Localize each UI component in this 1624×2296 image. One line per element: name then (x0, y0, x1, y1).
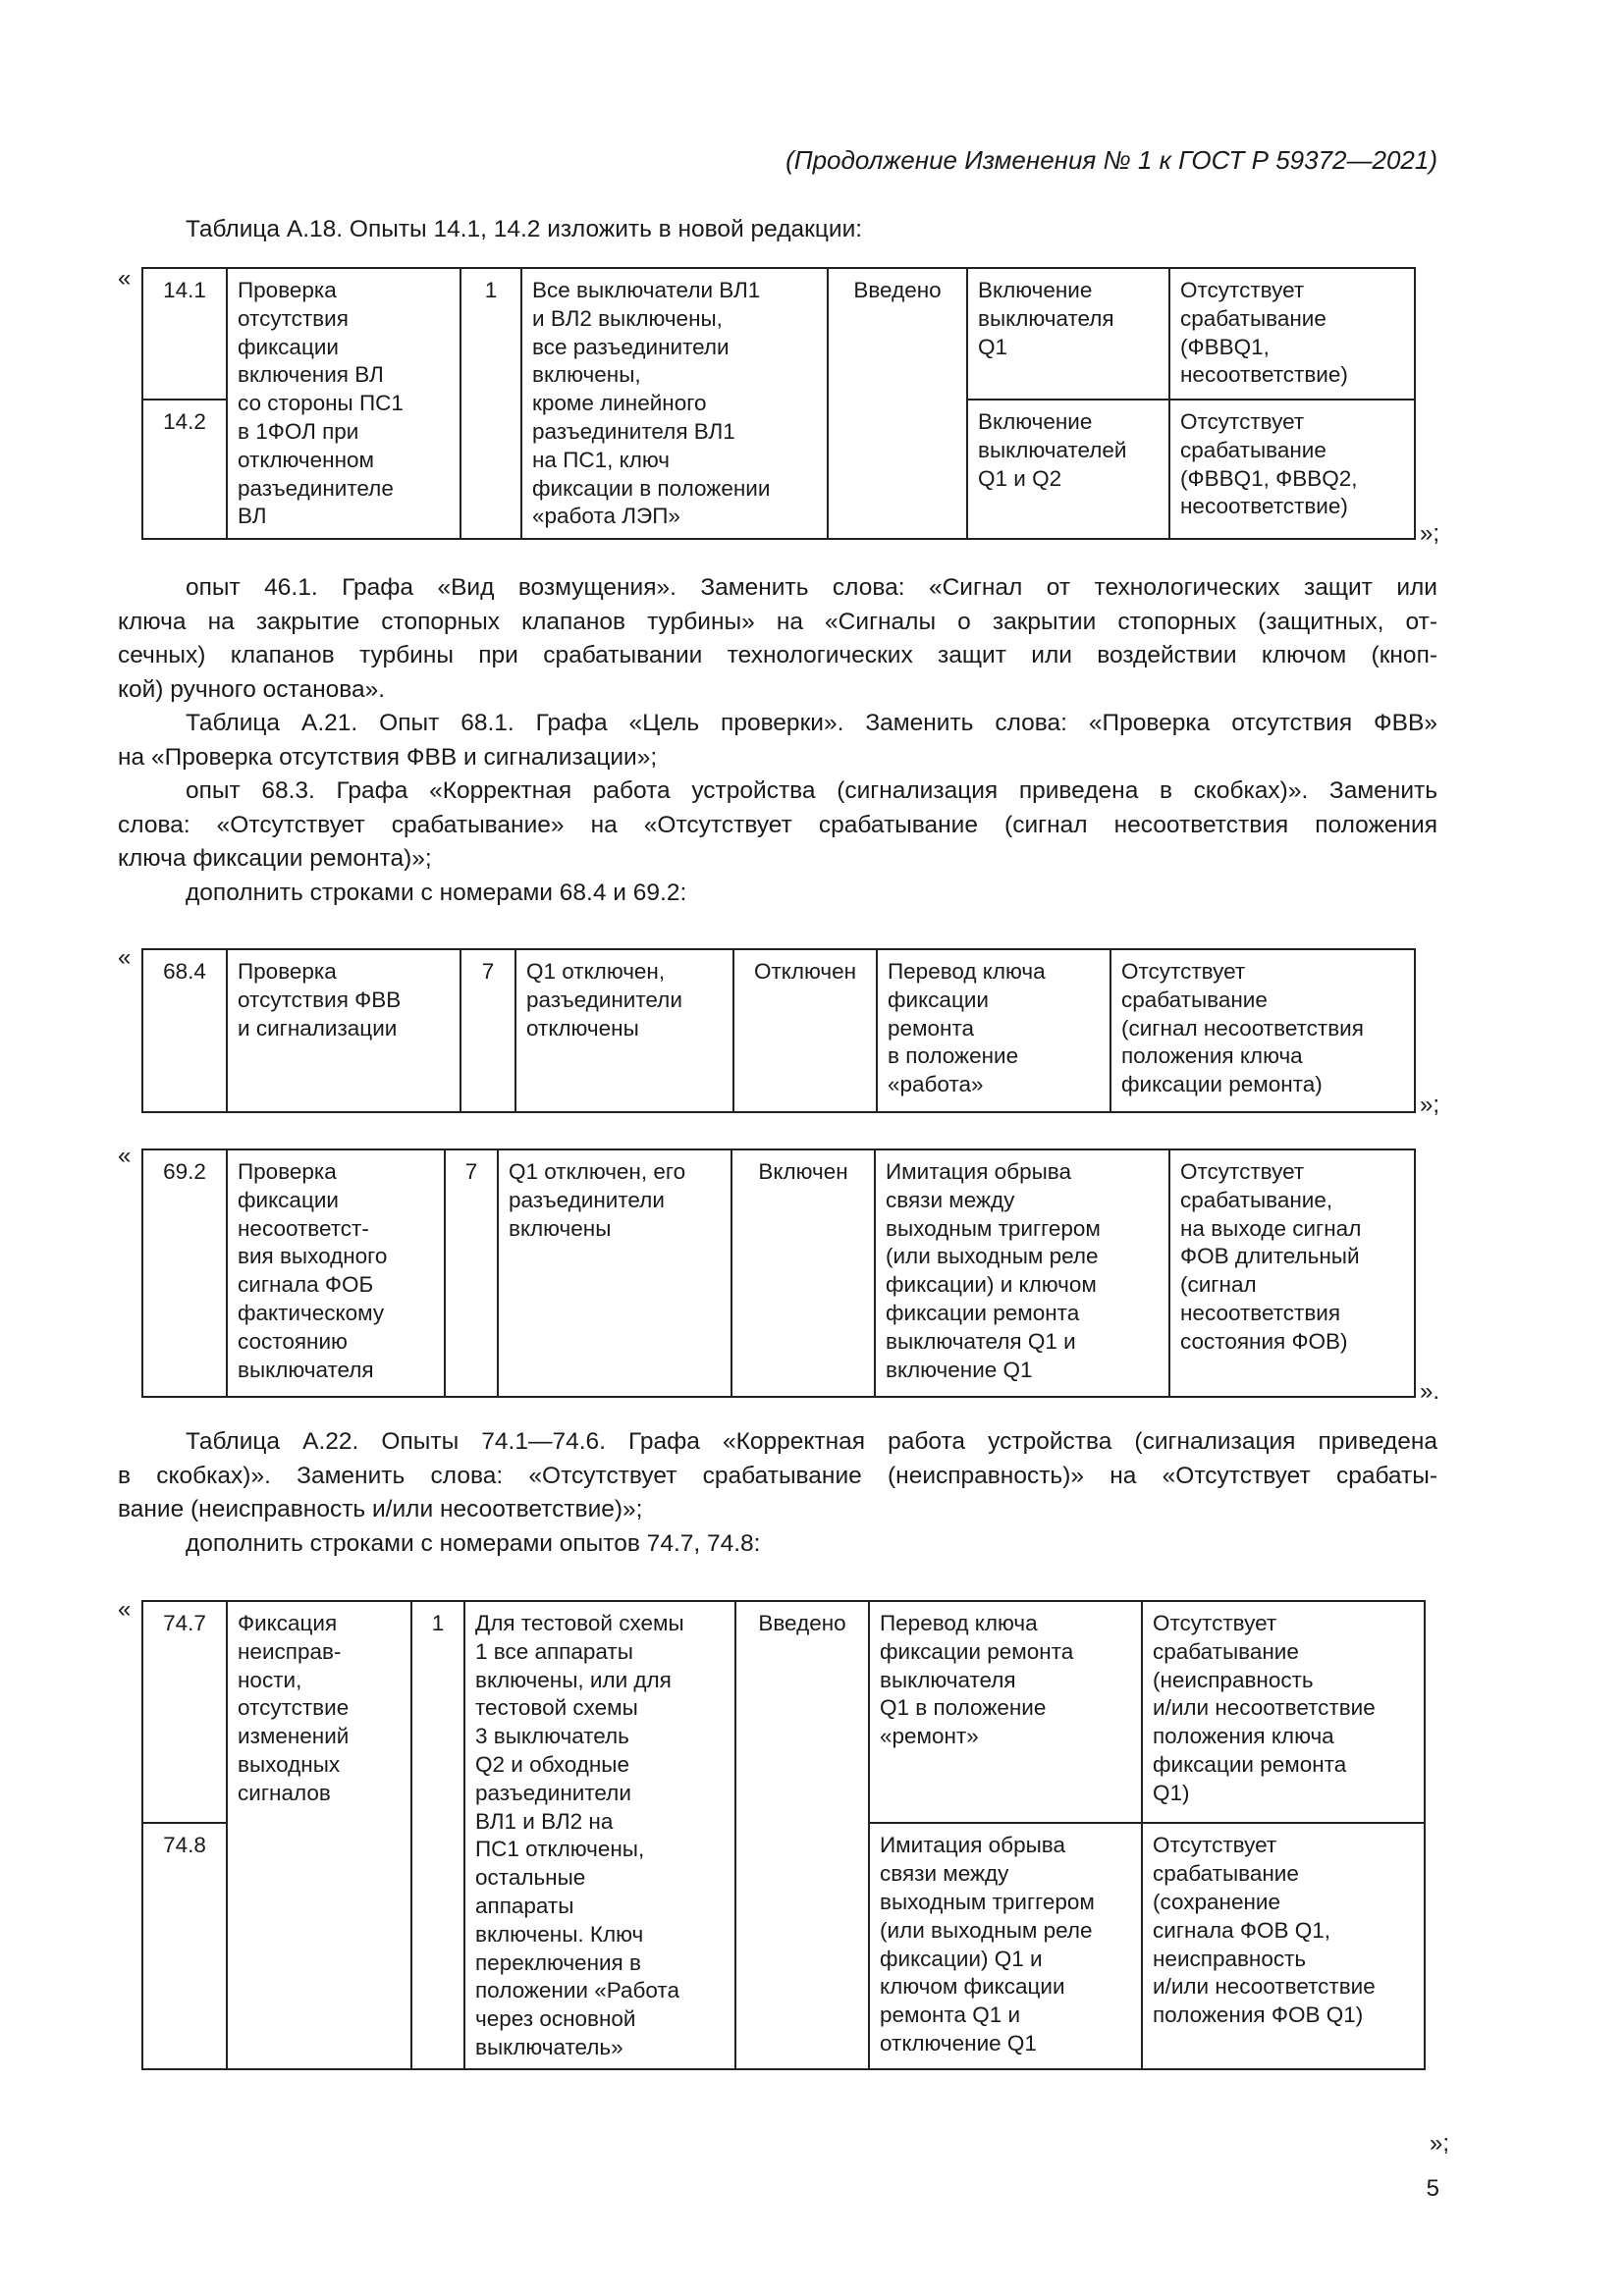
open-quote: « (118, 1596, 132, 1623)
expected-result: Отсутствует срабатывание (сигнал несоответствия положения ключа фиксации ремонта) (1110, 949, 1415, 1112)
test-number: 74.7 (142, 1601, 227, 1823)
test-scheme: 7 (445, 1149, 498, 1397)
initial-state: Все выключатели ВЛ1 и ВЛ2 выключены, все разъединители включены, кроме линейного разъединителя ВЛ1 на ПС1, ключ фиксации в положении «работа ЛЭП» (521, 268, 828, 539)
disturbance: Перевод ключа фиксации ремонта выключателя Q1 в положение «ремонт» (869, 1601, 1142, 1823)
page-header: (Продолжение Изменения № 1 к ГОСТ Р 59372—2021) (785, 145, 1437, 175)
close-quote: »; (1430, 2130, 1450, 2157)
table-row (142, 1601, 1425, 1823)
test-purpose: Проверка отсутствия фиксации включения ВЛ со стороны ПС1 в 1ФОЛ при отключенном разъединителе ВЛ (227, 268, 460, 539)
test-purpose: Проверка фиксации несоответст- вия выходного сигнала ФОБ фактическому состоянию выключателя (227, 1149, 445, 1397)
test-scheme: 1 (411, 1601, 464, 2069)
page-number: 5 (1426, 2175, 1439, 2202)
open-quote: « (118, 944, 132, 971)
mode: Введено (828, 268, 967, 539)
test-number: 69.2 (142, 1149, 227, 1397)
expected-result: Отсутствует срабатывание (ФВВQ1, несоответствие) (1169, 268, 1415, 400)
paragraph-a22: Таблица А.22. Опыты 74.1—74.6. Графа «Корректная работа устройства (сигнализация приведена в скобках)». Заменить слова: «Отсутствует срабатывание (неисправность)» на «Отсутствует срабаты- вание (неисправность и/или несоответствие)»; (118, 1428, 1437, 1523)
initial-state: Для тестовой схемы 1 все аппараты включены, или для тестовой схемы 3 выключатель Q2 и обходные разъединители ВЛ1 и ВЛ2 на ПС1 отключены, остальные аппараты включены. Ключ переключения в положении «Работа через основной выключатель» (464, 1601, 735, 2069)
expected-result: Отсутствует срабатывание (ФВВQ1, ФВВQ2, несоответствие) (1169, 400, 1415, 539)
test-number: 68.4 (142, 949, 227, 1112)
test-scheme: 7 (460, 949, 515, 1112)
expected-result: Отсутствует срабатывание, на выходе сигнал ФОВ длительный (сигнал несоответствия состояния ФОВ) (1169, 1149, 1415, 1397)
disturbance: Перевод ключа фиксации ремонта в положение «работа» (877, 949, 1110, 1112)
close-quote: ». (1420, 1378, 1440, 1405)
paragraph-68-3: опыт 68.3. Графа «Корректная работа устройства (сигнализация приведена в скобках)». Заменить слова: «Отсутствует срабатывание» на «Отсутствует срабатывание (сигнал несоответствия положения ключа фиксации ремонта)»; (118, 777, 1437, 873)
table-a18-rows (141, 267, 1416, 540)
test-purpose: Проверка отсутствия ФВВ и сигнализации (227, 949, 460, 1112)
intro-table-a18: Таблица А.18. Опыты 14.1, 14.2 изложить в новой редакции: (186, 216, 863, 242)
table-row (142, 268, 1415, 400)
table-row (142, 949, 1415, 1112)
test-number: 14.1 (142, 268, 227, 400)
disturbance: Включение выключателей Q1 и Q2 (967, 400, 1169, 539)
table-rows-74-7-74-8 (141, 1600, 1426, 2070)
mode: Включен (731, 1149, 875, 1397)
close-quote: »; (1420, 1092, 1440, 1118)
disturbance: Имитация обрыва связи между выходным триггером (или выходным реле фиксации) и ключом фиксации ремонта выключателя Q1 и включение Q1 (875, 1149, 1169, 1397)
table-row-68-4 (141, 948, 1416, 1113)
add-rows-74: дополнить строками с номерами опытов 74.7, 74.8: (186, 1530, 761, 1557)
expected-result: Отсутствует срабатывание (неисправность и/или несоответствие положения ключа фиксации ремонта Q1) (1142, 1601, 1425, 1823)
disturbance: Включение выключателя Q1 (967, 268, 1169, 400)
mode: Введено (735, 1601, 869, 2069)
disturbance: Имитация обрыва связи между выходным триггером (или выходным реле фиксации) Q1 и ключом фиксации ремонта Q1 и отключение Q1 (869, 1823, 1142, 2068)
test-number: 14.2 (142, 400, 227, 539)
paragraph-a21: Таблица А.21. Опыт 68.1. Графа «Цель проверки». Заменить слова: «Проверка отсутствия ФВВ» на «Проверка отсутствия ФВВ и сигнализации»; (118, 710, 1437, 771)
paragraph-46-1: опыт 46.1. Графа «Вид возмущения». Заменить слова: «Сигнал от технологических защит или ключа на закрытие стопорных клапанов турбины» на «Сигналы о закрытии стопорных (защитных, от- сечных) клапанов турбины при срабатывании технологических защит или воздействии ключом (кноп- кой) ручного останова». (118, 574, 1437, 703)
open-quote: « (118, 1143, 132, 1169)
initial-state: Q1 отключен, разъединители отключены (515, 949, 733, 1112)
table-row (142, 1149, 1415, 1397)
table-row-69-2 (141, 1148, 1416, 1398)
add-rows-68-69: дополнить строками с номерами 68.4 и 69.2: (186, 880, 687, 906)
open-quote: « (118, 265, 132, 292)
expected-result: Отсутствует срабатывание (сохранение сигнала ФОВ Q1, неисправность и/или несоответствие положения ФОВ Q1) (1142, 1823, 1425, 2068)
test-purpose: Фиксация неисправ- ности, отсутствие изменений выходных сигналов (227, 1601, 411, 2069)
mode: Отключен (733, 949, 877, 1112)
test-number: 74.8 (142, 1823, 227, 2068)
test-scheme: 1 (460, 268, 521, 539)
initial-state: Q1 отключен, его разъединители включены (498, 1149, 731, 1397)
close-quote: »; (1420, 520, 1440, 547)
